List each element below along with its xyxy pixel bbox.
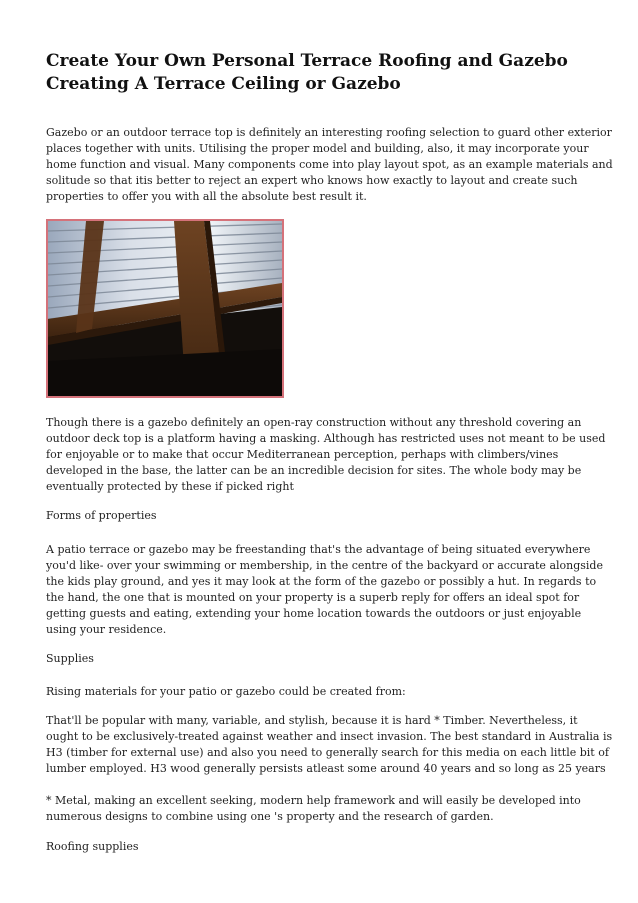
section-heading-supplies: [46, 651, 596, 667]
text-line: Though there is a gazebo definitely an open-ray construction without any threshold covering an: [46, 416, 582, 429]
text-line: properties to offer you with all the absolute best result it.: [46, 190, 367, 203]
text-line: Supplies: [46, 652, 94, 665]
roof-photo-illustration: [48, 221, 282, 396]
text-line: developed in the base, the latter can be an incredible decision for sites. The whole body may be: [46, 464, 582, 477]
title-line: Create Your Own Personal Terrace Roofing and Gazebo: [46, 51, 568, 71]
text-line: you'd like- over your swimming or membership, in the centre of the backyard or accurate alongside: [46, 559, 603, 572]
text-line: * Metal, making an excellent seeking, modern help framework and will easily be developed into: [46, 794, 581, 807]
text-line: using your residence.: [46, 623, 167, 636]
section-heading-forms: [46, 508, 596, 524]
text-line: home function and visual. Many components come into play layout spot, as an example materials and: [46, 158, 613, 171]
gazebo-paragraph: [46, 415, 606, 495]
text-line: H3 (timber for external use) and also you need to generally search for this media on each little bit of: [46, 746, 609, 759]
text-line: the hand, the one that is mounted on your property is a superb reply for offers an ideal spot for: [46, 591, 580, 604]
materials-intro: [46, 684, 596, 700]
timber-paragraph: [46, 713, 613, 777]
intro-paragraph: [46, 125, 613, 205]
text-line: getting guests and eating, extending your home location towards the outdoors or just enjoyable: [46, 607, 582, 620]
text-line: eventually protected by these if picked right: [46, 480, 294, 493]
text-line: Gazebo or an outdoor terrace top is definitely an interesting roofing selection to guard other exterior: [46, 126, 612, 139]
text-line: lumber employed. H3 wood generally persists atleast some around 40 years and so long as 25 years: [46, 762, 606, 775]
text-line: Roofing supplies: [46, 840, 139, 853]
forms-paragraph: [46, 542, 603, 638]
section-heading-roofing: [46, 839, 596, 855]
text-line: solitude so that itis better to reject an expert who knows how exactly to layout and create such: [46, 174, 578, 187]
text-line: numerous designs to combine using one 's property and the research of garden.: [46, 810, 494, 823]
text-line: ought to be exclusively-treated against weather and insect invasion. The best standard in Australia is: [46, 730, 613, 743]
text-line: outdoor deck top is a platform having a masking. Although has restricted uses not meant to be used: [46, 432, 606, 445]
text-line: A patio terrace or gazebo may be freestanding that's the advantage of being situated everywhere: [46, 543, 591, 556]
page-title: [46, 50, 606, 96]
text-line: for enjoyable or to make that occur Mediterranean perception, perhaps with climbers/vines: [46, 448, 559, 461]
metal-paragraph: [46, 793, 596, 825]
terrace-roof-photo: [46, 219, 284, 398]
title-line: Creating A Terrace Ceiling or Gazebo: [46, 74, 401, 94]
text-line: the kids play ground, and yes it may look at the form of the gazebo or possibly a hut. In regards to: [46, 575, 597, 588]
text-line: Rising materials for your patio or gazebo could be created from:: [46, 685, 406, 698]
text-line: places together with units. Utilising the proper model and building, also, it may incorporate your: [46, 142, 589, 155]
text-line: That'll be popular with many, variable, and stylish, because it is hard * Timber. Nevertheless, it: [46, 714, 578, 727]
text-line: Forms of properties: [46, 509, 157, 522]
